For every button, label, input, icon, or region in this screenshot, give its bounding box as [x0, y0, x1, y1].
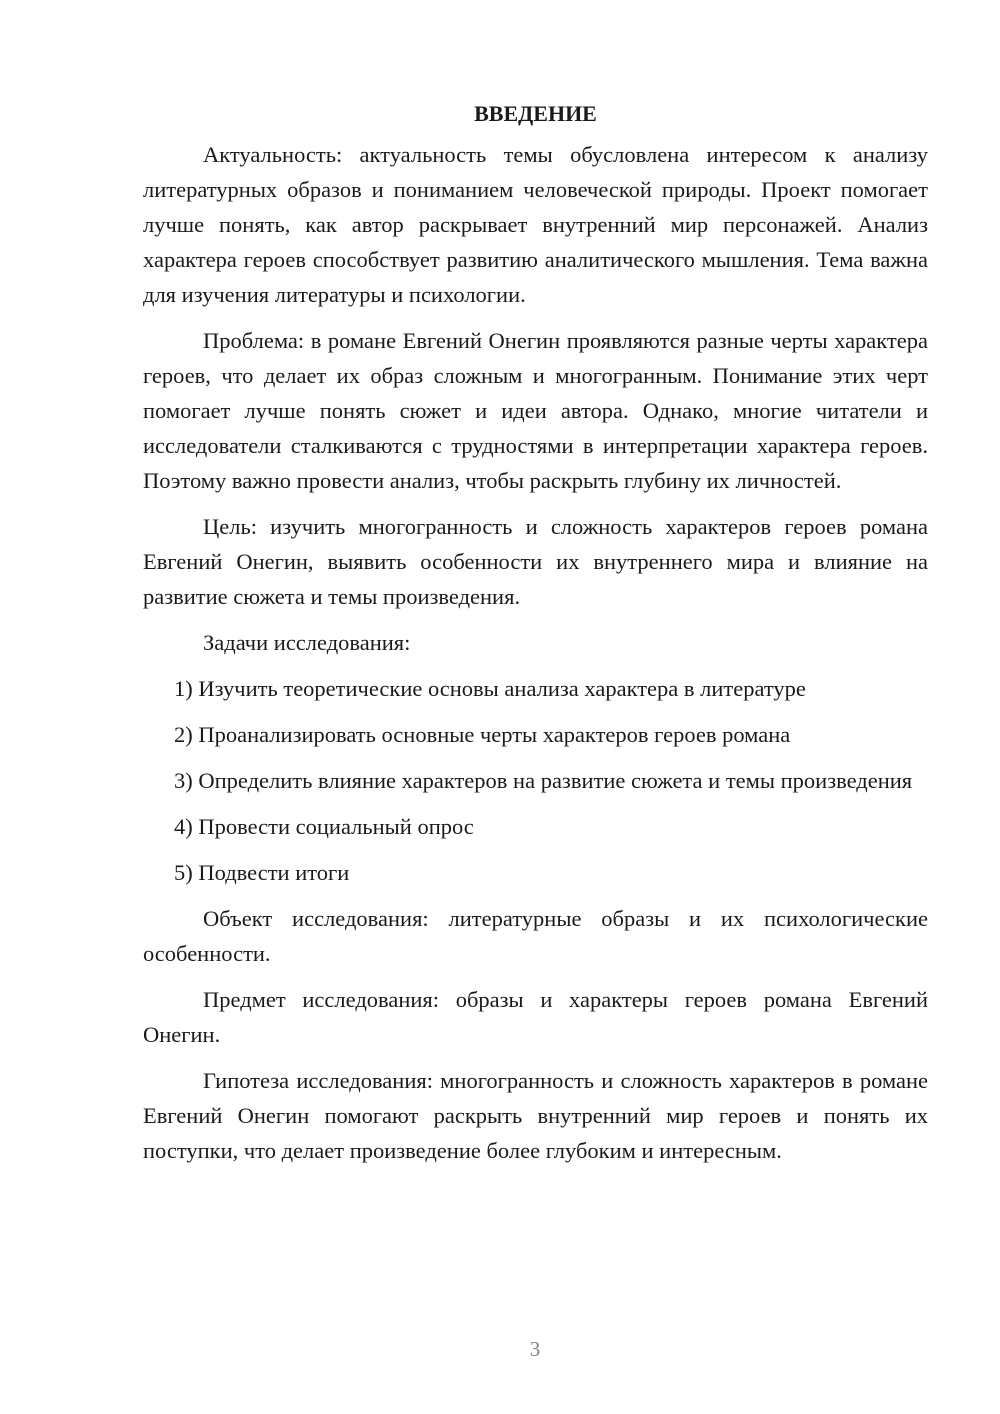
task-item: 5) Подвести итоги [174, 860, 350, 885]
task-item: 1) Изучить теоретические основы анализа характера в литературе [174, 676, 806, 701]
task-item: 4) Провести социальный опрос [174, 814, 474, 839]
hypothesis-paragraph: Гипотеза исследования: многогранность и сложность характеров в романе Евгений Онегин помогают раскрыть внутренний мир героев и понять их поступки, что делает произведение более глубоким и интересным. [143, 1068, 928, 1163]
goal-paragraph: Цель: изучить многогранность и сложность характеров героев романа Евгений Онегин, выявить особенности их внутреннего мира и влияние на развитие сюжета и темы произведения. [143, 514, 928, 609]
object-paragraph: Объект исследования: литературные образы и их психологические особенности. [143, 906, 928, 966]
task-item: 2) Проанализировать основные черты характеров героев романа [174, 722, 791, 747]
subject-paragraph: Предмет исследования: образы и характеры героев романа Евгений Онегин. [143, 987, 928, 1047]
page-title: ВВЕДЕНИЕ [474, 101, 597, 126]
page-content [143, 96, 928, 1179]
task-item: 3) Определить влияние характеров на развитие сюжета и темы произведения [174, 768, 913, 793]
page-number: 3 [529, 1337, 541, 1361]
tasks-heading: Задачи исследования: [203, 630, 411, 655]
problem-paragraph: Проблема: в романе Евгений Онегин проявляются разные черты характера героев, что делает их образ сложным и многогранным. Понимание этих черт помогает лучше понять сюжет и идеи автора. Однако, многие читатели и исследователи сталкиваются с трудностями в интерпретации характера героев. Поэтому важно провести анализ, чтобы раскрыть глубину их личностей. [143, 328, 928, 493]
relevance-paragraph: Актуальность: актуальность темы обусловлена интересом к анализу литературных образов и пониманием человеческой природы. Проект помогает лучше понять, как автор раскрывает внутренний мир персонажей. Анализ характера героев способствует развитию аналитического мышления. Тема важна для изучения литературы и психологии. [143, 142, 928, 307]
